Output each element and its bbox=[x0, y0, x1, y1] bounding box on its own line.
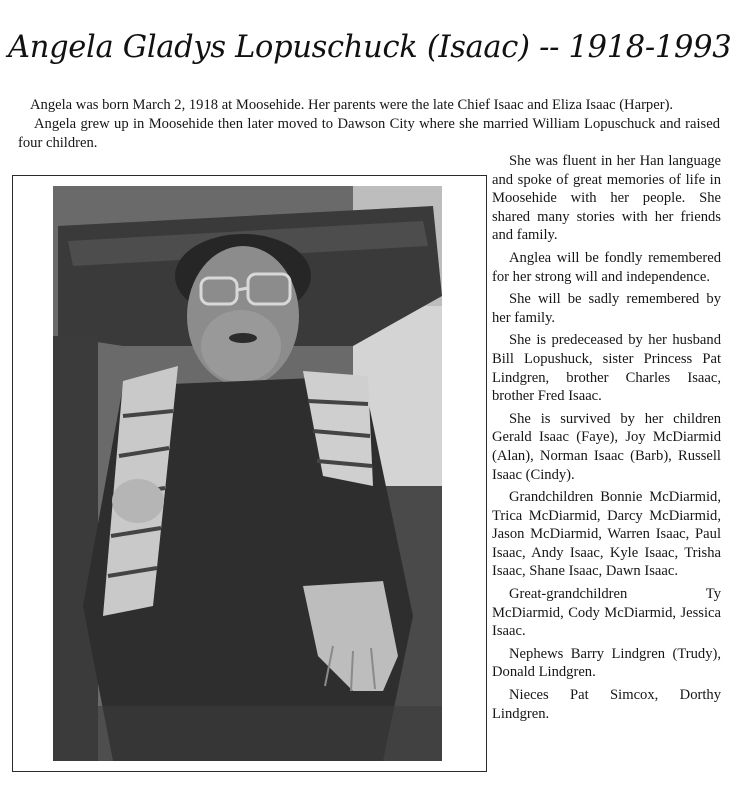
column-paragraph: Grandchildren Bonnie McDiarmid, Trica McDiarmid, Darcy McDiarmid, Jason McDiarmid, Warren Isaac, Paul Isaac, Andy Isaac, Kyle Isaac, Trisha Isaac, Shane Isaac, Dawn Isaac. bbox=[492, 489, 721, 580]
obituary-title: Angela Gladys Lopuschuck (Isaac) -- 1918-1993 bbox=[8, 30, 732, 65]
portrait-photo bbox=[53, 186, 442, 761]
column-paragraph: Great-grandchildren Ty McDiarmid, Cody McDiarmid, Jessica Isaac. bbox=[492, 586, 721, 640]
column-paragraph: She is predeceased by her husband Bill Lopushuck, sister Princess Pat Lindgren, brother Charles Isaac, brother Fred Isaac. bbox=[492, 332, 721, 405]
intro-paragraph: Angela was born March 2, 1918 at Moosehide. Her parents were the late Chief Isaac and Eliza Isaac (Harper). bbox=[30, 97, 674, 113]
column-paragraph: She will be sadly remembered by her family. bbox=[492, 291, 721, 326]
photo-frame bbox=[12, 175, 487, 772]
column-paragraph: Anglea will be fondly remembered for her strong will and independence. bbox=[492, 249, 721, 285]
intro-paragraph: Angela grew up in Moosehide then later moved to Dawson City where she married William Lopuschuck and raised four children. bbox=[18, 116, 720, 151]
obituary-column bbox=[492, 152, 721, 727]
column-paragraph: Nephews Barry Lindgren (Trudy), Donald Lindgren. bbox=[492, 645, 721, 681]
portrait-photo-image bbox=[53, 186, 442, 761]
column-paragraph: She was fluent in her Han language and spoke of great memories of life in Moosehide with her people. She shared many stories with her friends and family. bbox=[492, 153, 721, 244]
intro-text bbox=[18, 96, 720, 153]
column-paragraph: Nieces Pat Simcox, Dorthy Lindgren. bbox=[492, 687, 721, 722]
column-paragraph: She is survived by her children Gerald Isaac (Faye), Joy McDiarmid (Alan), Norman Isaac (Barb), Russell Isaac (Cindy). bbox=[492, 410, 721, 483]
